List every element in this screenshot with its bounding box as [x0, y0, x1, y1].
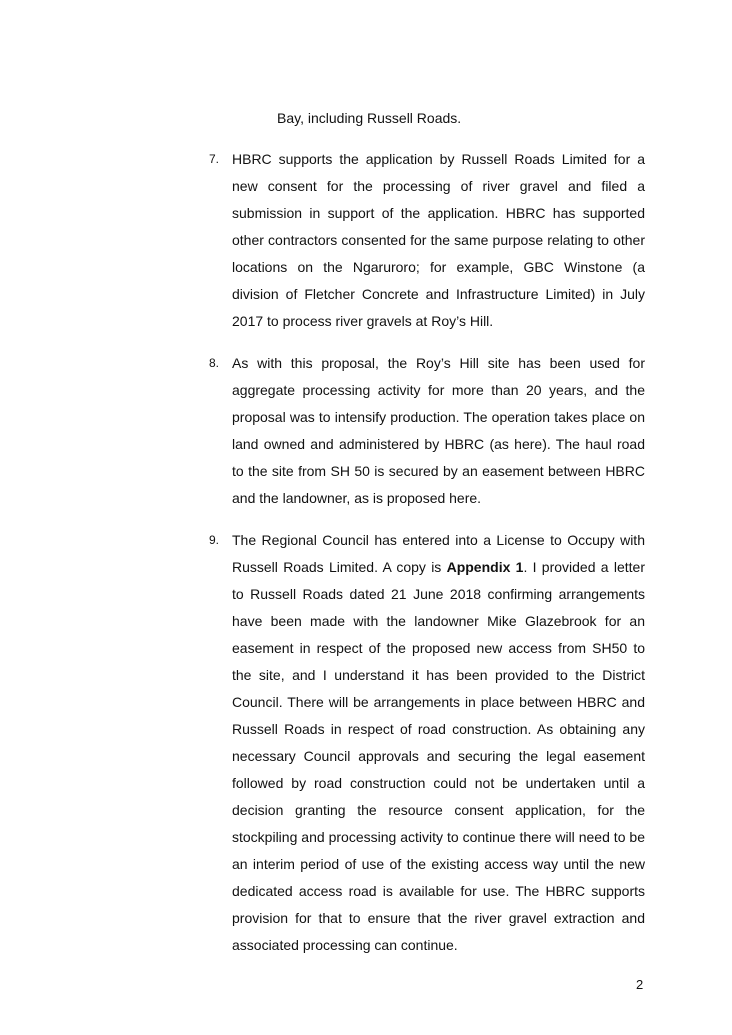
paragraph-text-part2: . I provided a letter to Russell Roads dated 21 June 2018 confirming arrangements have been made with the landowner Mike Glazebrook for an easement in respect of the proposed new access from SH50 to the site, and I understand it has been provided to the District Council. There will be arrangements in place between HBRC and Russell Roads in respect of road construction. As obtaining any necessary Council approvals and securing the legal easement followed by road construction could not be undertaken until a decision granting the resource consent application, for the stockpiling and processing activity to continue there will need to be an interim period of use of the existing access way until the new dedicated access road is available for use. The HBRC supports provision for that to ensure that the river gravel extraction and associated processing can continue. — [232, 559, 645, 953]
page-number: 2 — [636, 977, 644, 992]
paragraph-number: 8. — [209, 356, 220, 370]
paragraph-8 — [209, 350, 645, 512]
paragraph-text: As with this proposal, the Roy’s Hill site has been used for aggregate processing activity for more than 20 years, and the proposal was to intensify production. The operation takes place on land owned and administered by HBRC (as here). The haul road to the site from SH 50 is secured by an easement between HBRC and the landowner, as is proposed here. — [232, 355, 645, 506]
paragraph-7 — [209, 146, 645, 335]
paragraph-text — [232, 527, 645, 959]
paragraph-number: 7. — [209, 152, 220, 166]
paragraph-9 — [209, 527, 645, 959]
paragraph-text: HBRC supports the application by Russell Roads Limited for a new consent for the processing of river gravel and filed a submission in support of the application. HBRC has supported other contractors consented for the same purpose relating to other locations on the Ngaruroro; for example, GBC Winstone (a division of Fletcher Concrete and Infrastructure Limited) in July 2017 to process river gravels at Roy’s Hill. — [232, 151, 645, 329]
paragraph-text-part1: The Regional Council has entered into a License to Occupy with Russell Roads Limited. A copy is — [232, 532, 645, 575]
appendix-reference: Appendix 1 — [446, 559, 524, 575]
continuation-line: Bay, including Russell Roads. — [277, 110, 462, 126]
paragraph-number: 9. — [209, 533, 220, 547]
